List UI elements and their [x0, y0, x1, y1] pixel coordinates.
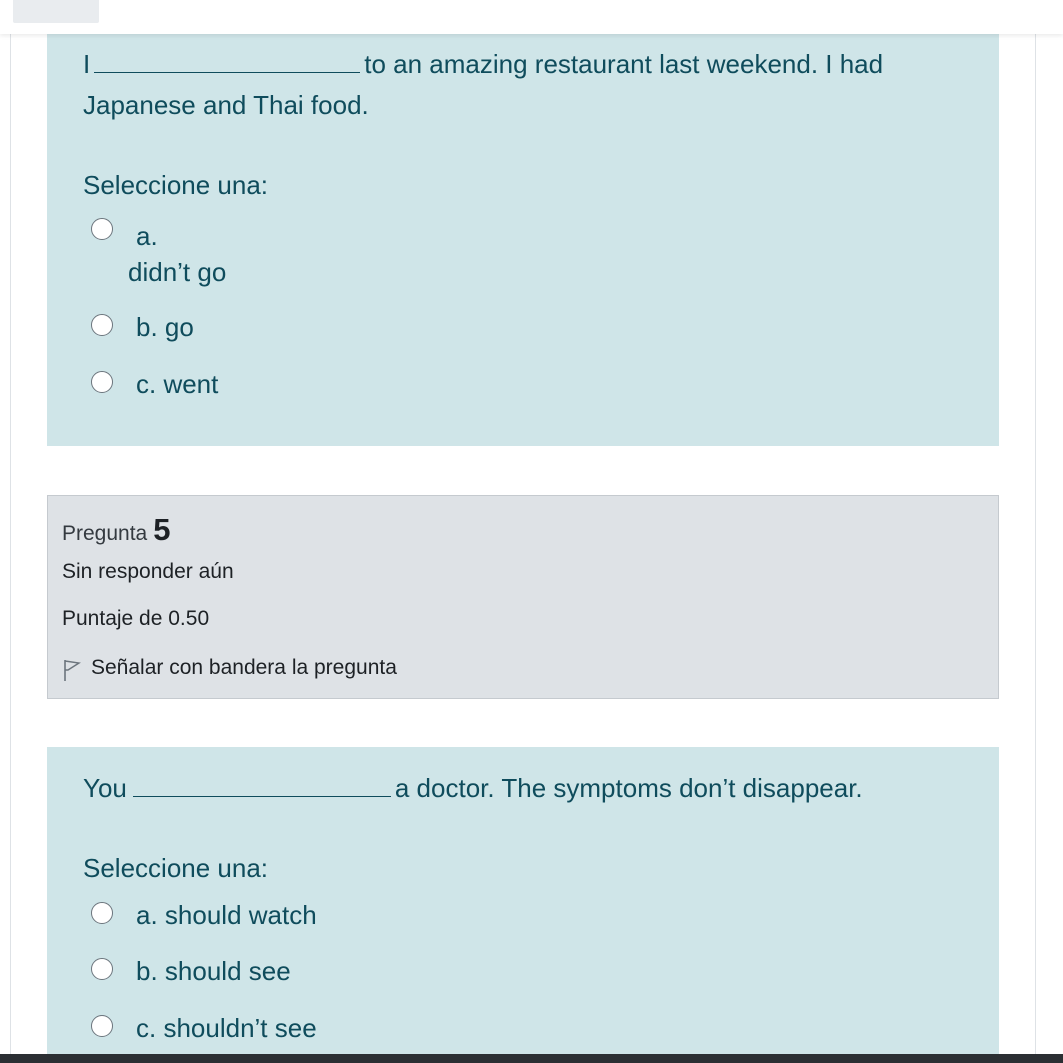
bottom-bar — [0, 1054, 1063, 1063]
question-5-text: You a doctor. The symptoms don’t disappear. — [83, 773, 863, 803]
question-title: Pregunta 5 — [62, 512, 171, 547]
radio-option-a[interactable] — [91, 218, 113, 240]
select-prompt: Seleccione una: — [83, 170, 269, 200]
question-4-text: I to an amazing restaurant last weekend. I had — [83, 49, 884, 79]
question-4-content — [47, 34, 999, 446]
option-b-label: b. go — [136, 312, 194, 342]
option-b-label: b. should see — [136, 956, 291, 986]
option-a-text: didn’t go — [128, 257, 227, 287]
site-logo[interactable] — [13, 0, 99, 23]
answer-blank — [133, 774, 391, 797]
radio-option-b[interactable] — [91, 958, 113, 980]
radio-option-b[interactable] — [91, 314, 113, 336]
question-number: 5 — [153, 512, 171, 547]
radio-option-c[interactable] — [91, 371, 113, 393]
question-status: Sin responder aún — [62, 560, 234, 583]
question-score: Puntaje de 0.50 — [62, 607, 210, 630]
answer-blank — [94, 50, 360, 73]
user-avatar[interactable] — [918, 0, 982, 10]
radio-option-a[interactable] — [91, 902, 113, 924]
option-a-label: a. — [136, 221, 158, 251]
flag-icon — [62, 658, 82, 682]
option-c-label: c. shouldn’t see — [136, 1013, 317, 1043]
question-5-info — [47, 495, 999, 699]
question-5-content — [47, 747, 999, 1063]
option-a-label: a. should watch — [136, 900, 317, 930]
question-4-text-line2: Japanese and Thai food. — [83, 90, 369, 120]
option-c-label: c. went — [136, 369, 219, 399]
radio-option-c[interactable] — [91, 1015, 113, 1037]
select-prompt: Seleccione una: — [83, 853, 269, 883]
top-navbar — [0, 0, 1063, 34]
flag-question-label: Señalar con bandera la pregunta — [91, 656, 397, 679]
